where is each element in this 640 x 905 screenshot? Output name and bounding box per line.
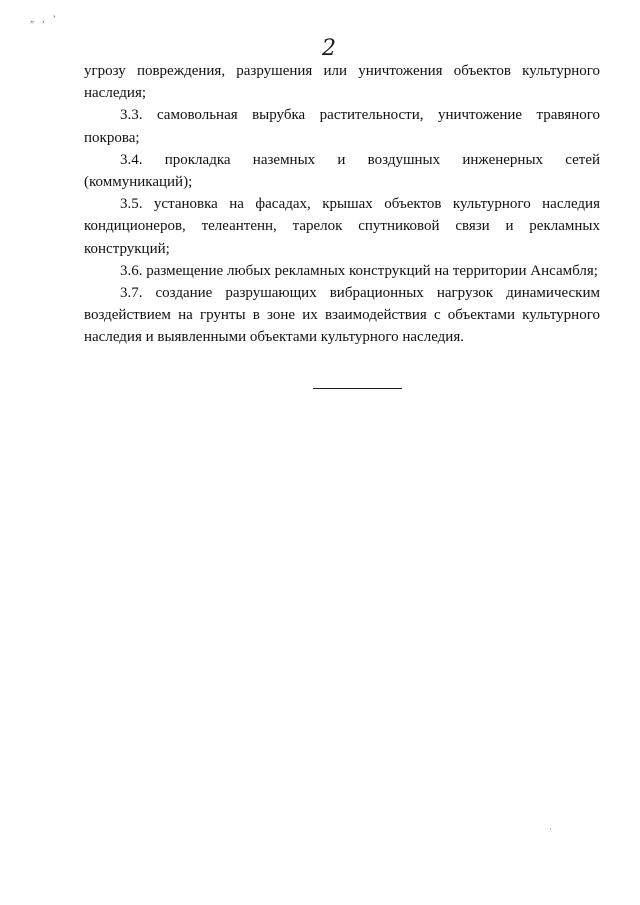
paragraph-continuation: угрозу повреждения, разрушения или уничтожения объектов культурного наследия; — [84, 63, 600, 102]
corner-mark: „ , ’ — [30, 14, 59, 24]
paragraph-3-3: 3.3. самовольная вырубка растительности, уничтожение травяного покрова; — [84, 107, 600, 146]
document-body — [84, 60, 600, 349]
paragraph-3-5: 3.5. установка на фасадах, крышах объектов культурного наследия кондиционеров, телеантенн, тарелок спутниковой связи и рекламных конструкций; — [84, 196, 600, 257]
end-separator-line — [313, 388, 402, 389]
paragraph-3-4: 3.4. прокладка наземных и воздушных инженерных сетей (коммуникаций); — [84, 151, 600, 191]
paragraph-3-7: 3.7. создание разрушающих вибрационных нагрузок динамическим воздействием на грунты в зоне их взаимодействия с объектами культурного наследия и выявленными объектами культурного наследия. — [84, 285, 600, 346]
paragraph-3-6: 3.6. размещение любых рекламных конструкций на территории Ансамбля; — [120, 262, 598, 279]
scan-speck — [550, 828, 551, 830]
page-number: 2 — [322, 36, 336, 61]
